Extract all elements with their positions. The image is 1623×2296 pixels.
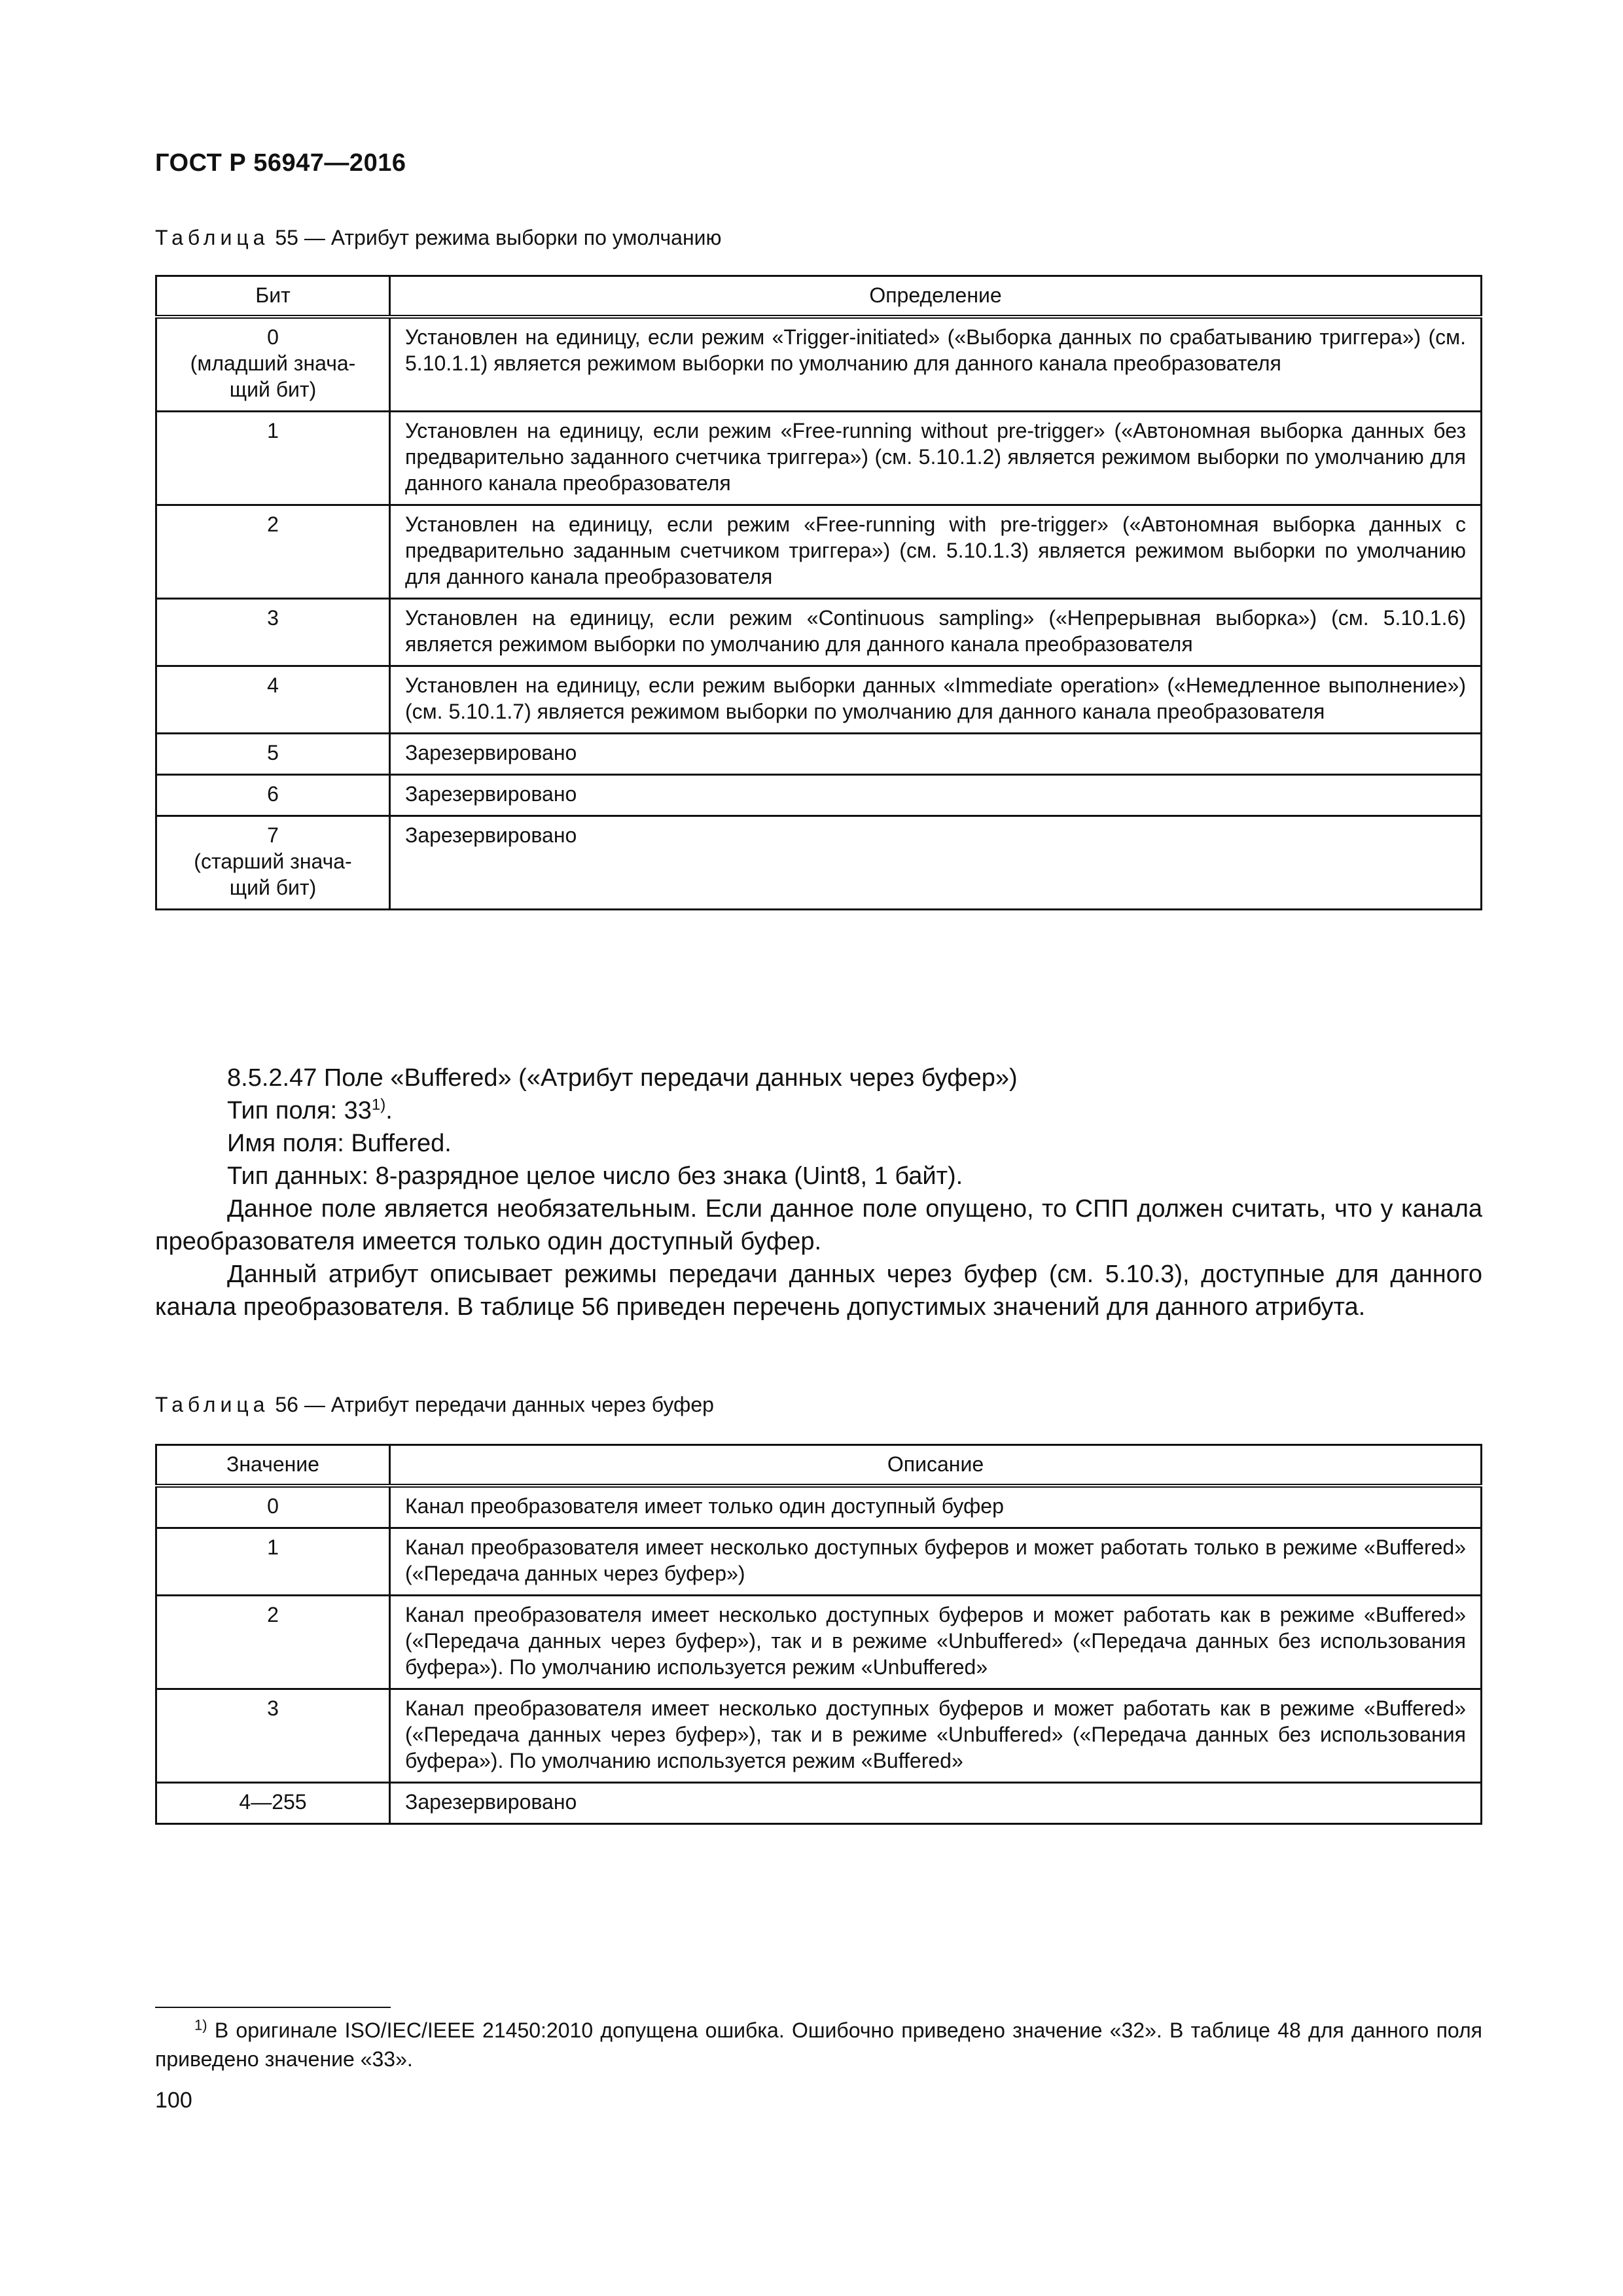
column-header-definition: Определение xyxy=(390,276,1482,317)
definition-cell: Установлен на единицу, если режим выборки данных «Immediate operation» («Немедленное выполнение») (см. 5.10.1.7) является режимом выборки по умолчанию для данного канала преобразователя xyxy=(390,666,1482,734)
bit-cell: 7 (старший знача- щий бит) xyxy=(156,816,390,910)
table-row xyxy=(156,1486,1482,1528)
bit-cell: 2 xyxy=(156,505,390,599)
data-type-line: Тип данных: 8-разрядное целое число без знака (Uint8, 1 байт). xyxy=(227,1162,963,1190)
table-row xyxy=(156,775,1482,816)
value-cell: 4—255 xyxy=(156,1783,390,1824)
footnote-marker: 1) xyxy=(194,2017,207,2034)
bit-cell: 0 (младший знача- щий бит) xyxy=(156,317,390,412)
footnote-separator xyxy=(155,2007,391,2008)
caption-text: 56 — Атрибут передачи данных через буфер xyxy=(269,1393,714,1416)
footnote-text: В оригинале ISO/IEC/IEEE 21450:2010 допущена ошибка. Ошибочно приведено значение «32». В таблице 48 для данного поля приведено значение «33». xyxy=(155,2018,1482,2071)
table-row xyxy=(156,317,1482,412)
definition-cell: Установлен на единицу, если режим «Trigger-initiated» («Выборка данных по срабатыванию триггера») (см. 5.10.1.1) является режимом выборки по умолчанию для данного канала преобразователя xyxy=(390,317,1482,412)
table-row xyxy=(156,1528,1482,1596)
value-cell: 1 xyxy=(156,1528,390,1596)
definition-cell: Зарезервировано xyxy=(390,816,1482,910)
column-header-description: Описание xyxy=(390,1445,1482,1486)
field-type-text: Тип поля: 33 xyxy=(227,1097,372,1124)
table-row xyxy=(156,1689,1482,1783)
value-cell: 0 xyxy=(156,1486,390,1528)
description-cell: Канал преобразователя имеет несколько доступных буферов и может работать только в режиме «Buffered» («Передача данных через буфер») xyxy=(390,1528,1482,1596)
caption-text: 55 — Атрибут режима выборки по умолчанию xyxy=(269,226,722,249)
paragraph-description: Данный атрибут описывает режимы передачи данных через буфер (см. 5.10.3), доступные для данного канала преобразователя. В таблице 56 приведен перечень допустимых значений для данного атрибута. xyxy=(155,1261,1482,1321)
table-row xyxy=(156,505,1482,599)
table-header-row xyxy=(156,1445,1482,1486)
table-row xyxy=(156,412,1482,505)
column-header-bit: Бит xyxy=(156,276,390,317)
definition-cell: Установлен на единицу, если режим «Continuous sampling» («Непрерывная выборка») (см. 5.10.1.6) является режимом выборки по умолчанию для данного канала преобразователя xyxy=(390,599,1482,666)
field-type-end: . xyxy=(385,1097,393,1124)
table-row xyxy=(156,599,1482,666)
bit-cell: 1 xyxy=(156,412,390,505)
value-cell: 3 xyxy=(156,1689,390,1783)
bit-cell: 6 xyxy=(156,775,390,816)
definition-cell: Зарезервировано xyxy=(390,734,1482,775)
table-row xyxy=(156,816,1482,910)
document-header: ГОСТ Р 56947—2016 xyxy=(155,149,406,177)
table-56 xyxy=(155,1444,1482,1825)
definition-cell: Зарезервировано xyxy=(390,775,1482,816)
table-row xyxy=(156,1783,1482,1824)
column-header-value: Значение xyxy=(156,1445,390,1486)
caption-word: Таблица xyxy=(155,226,270,249)
description-cell: Канал преобразователя имеет несколько доступных буферов и может работать как в режиме «Buffered» («Передача данных через буфер»), так и в режиме «Unbuffered» («Передача данных без использования буфера»). По умолчанию используется режим «Buffered» xyxy=(390,1689,1482,1783)
description-cell: Зарезервировано xyxy=(390,1783,1482,1824)
table-header-row xyxy=(156,276,1482,317)
table-55 xyxy=(155,275,1482,910)
footnote xyxy=(155,2016,1482,2073)
bit-cell: 3 xyxy=(156,599,390,666)
table-55-caption xyxy=(155,226,722,250)
paragraph-optional: Данное поле является необязательным. Если данное поле опущено, то СПП должен считать, что у канала преобразователя имеется только один доступный буфер. xyxy=(155,1195,1482,1255)
bit-cell: 5 xyxy=(156,734,390,775)
field-type-line xyxy=(155,1094,1482,1127)
description-cell: Канал преобразователя имеет несколько доступных буферов и может работать как в режиме «Buffered» («Передача данных через буфер»), так и в режиме «Unbuffered» («Передача данных без использования буфера»). По умолчанию используется режим «Unbuffered» xyxy=(390,1596,1482,1689)
section-8-5-2-47 xyxy=(155,1062,1482,1323)
page-number: 100 xyxy=(155,2088,192,2113)
field-name-line: Имя поля: Buffered. xyxy=(227,1130,452,1157)
table-row xyxy=(156,734,1482,775)
table-row xyxy=(156,1596,1482,1689)
definition-cell: Установлен на единицу, если режим «Free-running without pre-trigger» («Автономная выборка данных без предварительно заданного счетчика триггера») (см. 5.10.1.2) является режимом выборки по умолчанию для данного канала преобразователя xyxy=(390,412,1482,505)
table-56-caption xyxy=(155,1393,714,1417)
footnote-ref: 1) xyxy=(371,1096,386,1114)
section-heading: 8.5.2.47 Поле «Buffered» («Атрибут передачи данных через буфер») xyxy=(227,1064,1018,1092)
table-row xyxy=(156,666,1482,734)
caption-word: Таблица xyxy=(155,1393,270,1416)
bit-cell: 4 xyxy=(156,666,390,734)
description-cell: Канал преобразователя имеет только один доступный буфер xyxy=(390,1486,1482,1528)
definition-cell: Установлен на единицу, если режим «Free-running with pre-trigger» («Автономная выборка данных с предварительно заданным счетчиком триггера») (см. 5.10.1.3) является режимом выборки по умолчанию для данного канала преобразователя xyxy=(390,505,1482,599)
value-cell: 2 xyxy=(156,1596,390,1689)
